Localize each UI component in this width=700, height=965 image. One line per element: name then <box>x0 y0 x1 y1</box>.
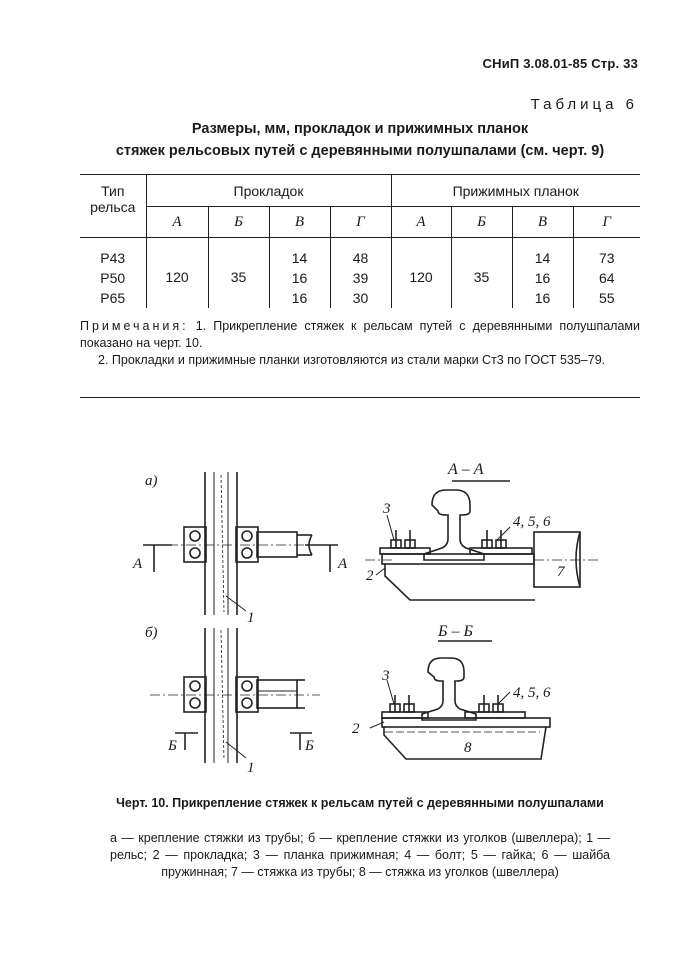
page-header: СНиП 3.08.01-85 Стр. 33 <box>482 56 638 71</box>
cell-g1: 39 <box>330 268 391 288</box>
cell-v1: 16 <box>269 268 330 288</box>
label-b: б) <box>145 625 158 641</box>
group-header-clamp-plates: Прижимных планок <box>391 175 640 207</box>
cell-v1: 14 <box>269 238 330 269</box>
callout-7: 7 <box>557 564 565 580</box>
cell-g2: 55 <box>573 288 640 308</box>
cell-v2: 16 <box>512 268 573 288</box>
callout-8: 8 <box>464 740 472 756</box>
cell-g1: 30 <box>330 288 391 308</box>
cell-g1: 48 <box>330 238 391 269</box>
group-header-gaskets: Прокладок <box>146 175 391 207</box>
cell-g2: 73 <box>573 238 640 269</box>
rail-type-header: Тип рельса <box>80 175 146 238</box>
cell-g2: 64 <box>573 268 640 288</box>
callout-2b: 2 <box>352 721 360 737</box>
cell-v2: 16 <box>512 288 573 308</box>
table-caption-line2: стяжек рельсовых путей с деревянными полушпалами (см. черт. 9) <box>115 143 605 159</box>
subcol-header: В <box>269 207 330 238</box>
subcol-header: А <box>391 207 451 238</box>
callout-3a: 3 <box>383 501 391 517</box>
subcol-header: Г <box>573 207 640 238</box>
cut-mark-b-left: Б <box>168 738 177 754</box>
note-2: 2. Прокладки и прижимные планки изготовляются из стали марки Ст3 по ГОСТ 535–79. <box>98 353 606 367</box>
cell-a1: 120 <box>146 238 208 309</box>
callout-1b: 1 <box>247 760 255 776</box>
rail-type-cell: Р50 <box>100 270 126 286</box>
cut-mark-a-left: А <box>133 556 143 572</box>
figure-caption: Черт. 10. Прикрепление стяжек к рельсам путей с деревянными полушпалами <box>116 796 604 810</box>
callout-1a: 1 <box>247 610 255 626</box>
cut-mark-b-right: Б <box>305 738 314 754</box>
table-caption-line1: Размеры, мм, прокладок и прижимных планок <box>191 121 529 137</box>
cell-v2: 14 <box>512 238 573 269</box>
cut-mark-a-right: А <box>338 556 348 572</box>
cell-b1: 35 <box>208 238 269 309</box>
subcol-header: А <box>146 207 208 238</box>
cell-v1: 16 <box>269 288 330 308</box>
rail-type-cell: Р43 <box>100 250 126 266</box>
subcol-header: В <box>512 207 573 238</box>
table-number: Таблица 6 <box>530 96 638 113</box>
figure-legend: а — крепление стяжки из трубы; б — крепление стяжки из уголков (швеллера); 1 — рельс; 2 — прокладка; 3 — планка прижимная; 4 — болт; 5 — гайка; 6 — шайба пружинная; 7 — стяжка из трубы; 8 — стяжка из уголков (швеллера) <box>110 831 610 879</box>
rail-type-cell: Р65 <box>100 290 126 306</box>
callout-456b: 4, 5, 6 <box>513 685 551 701</box>
callout-456a: 4, 5, 6 <box>513 514 551 530</box>
callout-2a: 2 <box>366 568 374 584</box>
subcol-header: Б <box>451 207 512 238</box>
section-aa-title: А – А <box>448 461 484 478</box>
section-view-aa <box>365 481 600 600</box>
callout-3b: 3 <box>382 668 390 684</box>
section-bb-title: Б – Б <box>438 623 473 640</box>
label-a: а) <box>145 473 158 489</box>
subcol-header: Г <box>330 207 391 238</box>
plan-view-a <box>143 472 338 615</box>
cell-b2: 35 <box>451 238 512 309</box>
notes-label: Примечания: <box>80 319 189 333</box>
subcol-header: Б <box>208 207 269 238</box>
note-1-text: 1. Прикрепление стяжек к рельсам путей с деревянными полушпалами показано на черт. 10. <box>80 319 640 350</box>
cell-a2: 120 <box>391 238 451 309</box>
